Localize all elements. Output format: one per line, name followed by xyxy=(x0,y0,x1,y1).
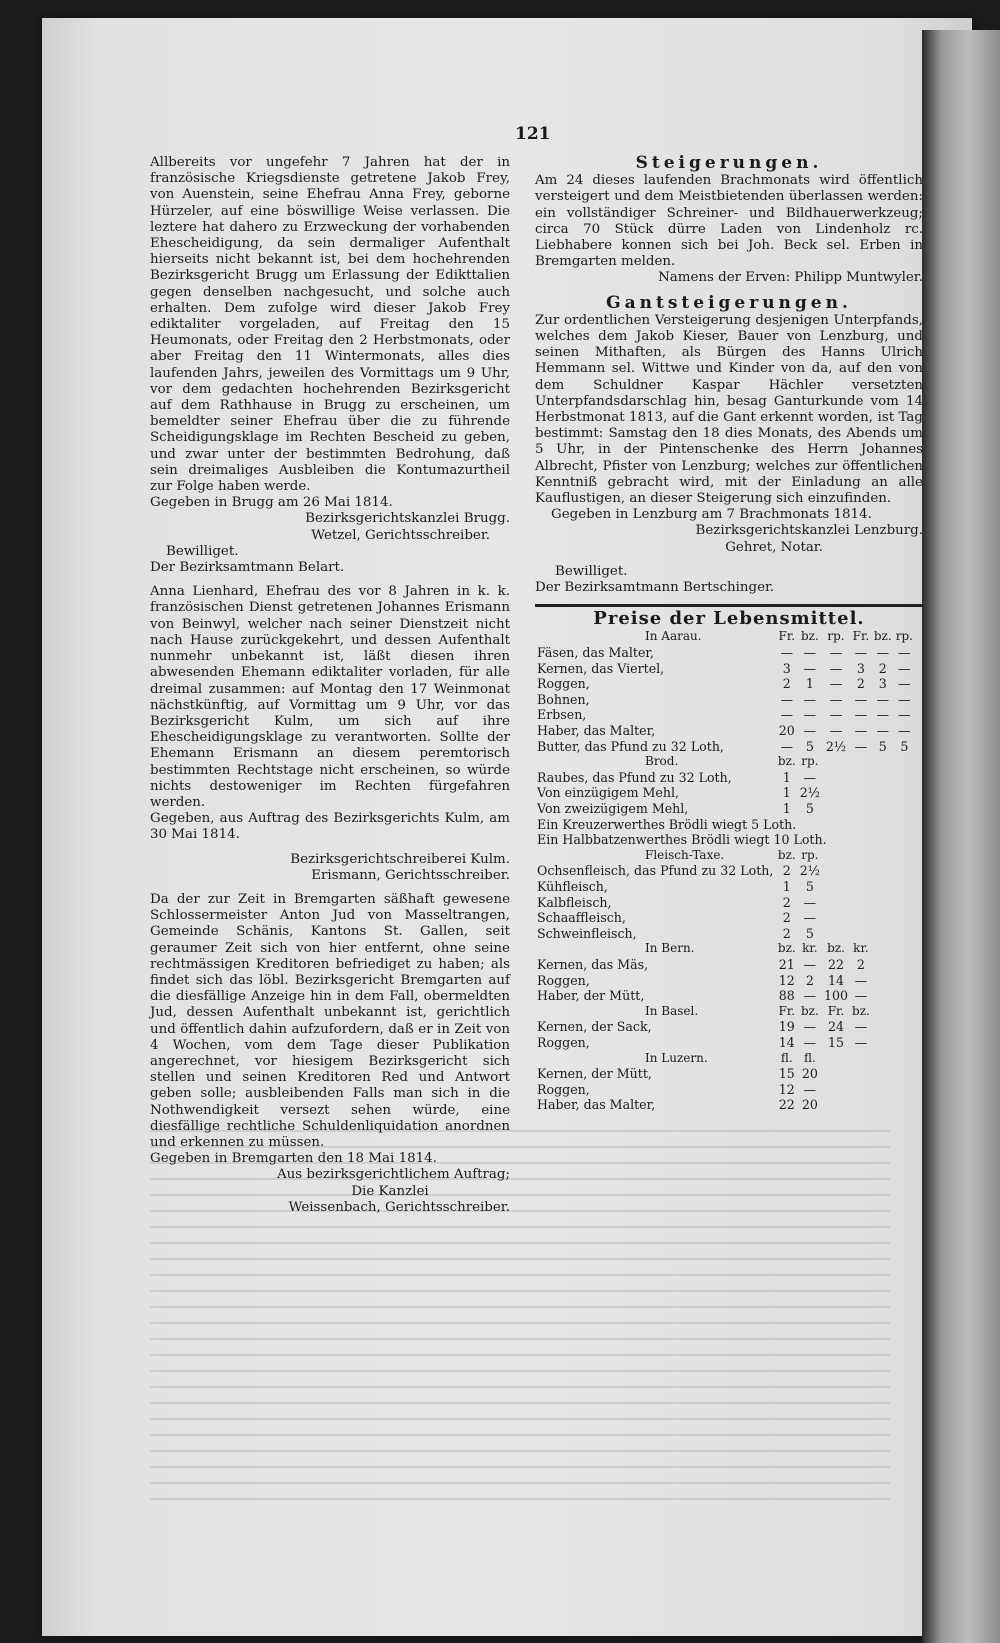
price-value: — xyxy=(803,1019,817,1035)
price-label: Roggen, xyxy=(537,1081,590,1097)
price-label: Fäsen, das Malter, xyxy=(537,645,655,661)
fleisch-row xyxy=(535,926,915,942)
price-label: Kühfleisch, xyxy=(537,878,608,894)
bern-row xyxy=(535,988,915,1004)
bern-row xyxy=(535,973,915,989)
price-value: 100 xyxy=(823,988,849,1004)
price-value: — xyxy=(854,988,868,1004)
notice-jud-date: Gegeben in Bremgarten den 18 Mai 1814. xyxy=(150,1151,437,1167)
price-value: 2 xyxy=(782,863,791,879)
page-fold xyxy=(922,30,1000,1643)
price-value: 15 xyxy=(778,1066,795,1082)
price-value: 5 xyxy=(805,925,814,941)
price-label: In Luzern. xyxy=(645,1050,708,1065)
price-value: 22 xyxy=(778,1097,795,1113)
price-value: — xyxy=(780,691,794,707)
price-label: Haber, der Mütt, xyxy=(537,988,645,1004)
price-value: — xyxy=(854,972,868,988)
price-label: Kernen, das Viertel, xyxy=(537,660,665,676)
gantsteigerungen-text: Zur ordentlichen Versteigerung desjenigen Unterpfands, welches dem Jakob Kieser, Bauer von Lenzburg, und seinen Mithaften, als Bürgen des Hanns Ulrich Hemmann sel. Wittwe und Kinder von da, auf den von dem Schuldner Kaspar Hächler versetzten Unterpfandsdarschlag hin, besag Ganturkunde vom 14 Herbstmonat 1813, auf die Gant erkennt worden, ist Tag bestimmt: Samstag den 18 dies Monats, des Abends um 5 Uhr, in der Pintenschenke des Herrn Johannes Albrecht, Pfister von Lenzburg; welches zur öffentlichen Kenntniß gebracht wird, mit der Einladung an alle Kauflustigen, an dieser Steigerung sich einzufinden. xyxy=(535,312,923,507)
aarau-row xyxy=(535,676,915,692)
price-value: — xyxy=(803,645,817,661)
price-label: Ochsenfleisch, das Pfund zu 32 Loth, xyxy=(537,863,774,879)
price-value: kr. xyxy=(853,941,869,956)
price-value: bz. xyxy=(852,1003,870,1018)
price-label: Haber, das Malter, xyxy=(537,1097,656,1113)
price-value: 2 xyxy=(878,660,887,676)
notice-jud-line1: Aus bezirksgerichtlichem Auftrag; xyxy=(277,1167,510,1183)
steigerungen-text: Am 24 dieses laufenden Brachmonats wird öffentlich versteigert und dem Meistbietenden überlassen werden: ein vollständiger Schreiner- und Bildhauerwerkzeug; circa 70 Stück dürre Laden von Lindenholz rc. Liebhabere konnen sich bei Joh. Beck sel. Erben in Bremgarten melden. xyxy=(535,173,923,270)
price-label: Erbsen, xyxy=(537,707,587,723)
price-value: — xyxy=(854,723,868,739)
price-value: — xyxy=(854,1019,868,1035)
price-label: Von einzügigem Mehl, xyxy=(537,785,680,801)
price-label: Kernen, der Mütt, xyxy=(537,1066,652,1082)
left-column xyxy=(150,155,510,1216)
price-label: In Aarau. xyxy=(645,629,702,644)
price-value: 2½ xyxy=(825,738,847,754)
price-value: 2 xyxy=(782,676,791,692)
fleisch-row xyxy=(535,863,915,879)
price-value: 5 xyxy=(805,878,814,894)
gantsteigerungen-signer: Gehret, Notar. xyxy=(725,539,823,555)
price-value: — xyxy=(803,1034,817,1050)
notice-lienhard-signer: Erismann, Gerichtsschreiber. xyxy=(311,867,510,883)
price-value: — xyxy=(803,691,817,707)
price-value: kr. xyxy=(802,941,818,956)
price-value: — xyxy=(803,894,817,910)
price-value: — xyxy=(829,676,843,692)
brod-row xyxy=(535,785,915,801)
price-value: — xyxy=(854,707,868,723)
price-value: 2 xyxy=(856,956,865,972)
gantsteigerungen-official: Der Bezirksamtmann Bertschinger. xyxy=(535,580,775,596)
price-value: bz. xyxy=(873,629,892,644)
price-value: bz. xyxy=(827,941,845,956)
price-value: 88 xyxy=(778,988,795,1004)
notice-frey-official: Der Bezirksamtmann Belart. xyxy=(150,560,345,576)
notice-lienhard-office: Bezirksgerichtschreiberei Kulm. xyxy=(290,851,510,867)
price-value: — xyxy=(803,723,817,739)
price-value: — xyxy=(854,645,868,661)
right-column xyxy=(535,155,923,1113)
price-value: — xyxy=(854,738,868,754)
gantsteigerungen-approved: Bewilliget. xyxy=(555,563,628,579)
price-value: — xyxy=(829,723,843,739)
notice-jud-signer: Weissenbach, Gerichtsschreiber. xyxy=(288,1199,510,1215)
price-value: fl. xyxy=(780,1050,793,1065)
aarau-row xyxy=(535,661,915,677)
price-value: 20 xyxy=(801,1066,818,1082)
price-value: Fr. xyxy=(778,629,796,644)
price-value: — xyxy=(780,645,794,661)
price-value: — xyxy=(829,660,843,676)
price-label: Roggen, xyxy=(537,972,590,988)
price-value: — xyxy=(898,723,911,739)
price-value: — xyxy=(803,988,817,1004)
brod-header xyxy=(535,754,915,770)
prices-title: Preise der Lebensmittel. xyxy=(593,608,865,630)
price-value: 14 xyxy=(778,1034,795,1050)
price-value: — xyxy=(780,707,794,723)
price-value: rp. xyxy=(801,754,819,769)
price-value: — xyxy=(898,691,911,707)
page-number: 121 xyxy=(515,124,551,144)
price-value: rp. xyxy=(827,629,845,644)
notice-frey-date: Gegeben in Brugg am 26 Mai 1814. xyxy=(150,495,393,511)
aarau-row xyxy=(535,692,915,708)
price-value: 21 xyxy=(778,956,795,972)
basel-header xyxy=(535,1004,915,1020)
price-value: — xyxy=(898,660,911,676)
price-value: 12 xyxy=(778,972,795,988)
notice-frey-approved: Bewilliget. xyxy=(166,543,239,559)
price-value: 24 xyxy=(827,1019,844,1035)
basel-row xyxy=(535,1019,915,1035)
price-value: — xyxy=(803,660,817,676)
luzern-row xyxy=(535,1097,915,1113)
bern-row xyxy=(535,957,915,973)
aarau-header xyxy=(535,629,915,645)
price-value: 2 xyxy=(782,925,791,941)
price-value: 5 xyxy=(805,801,814,817)
aarau-row xyxy=(535,645,915,661)
steigerungen-heading: Steigerungen. xyxy=(635,153,823,173)
price-value: — xyxy=(803,769,817,785)
price-value: — xyxy=(803,707,817,723)
price-value: — xyxy=(854,1034,868,1050)
price-value: 1 xyxy=(782,785,791,801)
price-value: rp. xyxy=(895,629,913,644)
price-label: Roggen, xyxy=(537,1034,590,1050)
price-value: 15 xyxy=(827,1034,844,1050)
price-value: — xyxy=(898,707,911,723)
notice-frey-text: Allbereits vor ungefehr 7 Jahren hat der in französische Kriegsdienste getretene Jakob Frey, von Auenstein, seine Ehefrau Anna Frey, geborne Hürzeler, auf eine böswillige Weise verlassen. Die leztere hat dahero zu Erzweckung der vorhabenden Ehescheidigung, da sein dermaliger Aufenthalt hierseits nicht bekannt ist, bei dem hochehrenden Bezirksgericht Brugg um Erlassung der Edikttalien gegen denselben nachgesucht, und solche auch erhalten. Dem zufolge wird dieser Jakob Frey ediktaliter vorgeladen, auf Freitag den 15 Heumonats, oder Freitag den 2 Herbstmonats, oder aber Freitag den 11 Wintermonats, alles dies laufenden Jahrs, jeweilen des Vormittags um 9 Uhr, vor dem gedachten hochehrenden Bezirksgericht auf dem Rathhause in Brugg zu erscheinen, um bemeldter seiner Ehefrau über die zu führende Scheidigungsklage im Rechten Bescheid zu geben, und zwar unter der bestimmten Bedrohung, daß sein dreimaliges Ausbleiben die Kontumazurtheil zur Folge haben werde. xyxy=(150,155,510,495)
price-value: — xyxy=(829,691,843,707)
price-value: — xyxy=(876,723,890,739)
price-value: 2 xyxy=(782,894,791,910)
notice-jud-text: Da der zur Zeit in Bremgarten säßhaft gewesene Schlossermeister Anton Jud von Masseltrangen, Gemeinde Schänis, Kantons St. Gallen, seit geraumer Zeit sich von hier entfernt, ohne seine rechtmässigen Kreditoren befriediget zu haben; als findet sich das löbl. Bezirksgericht Bremgarten auf die diesfällige Anzeige hin in dem Fall, obermeldten Jud, dessen Aufenthalt unbekannt ist, gerichtlich und öffentlich dahin aufzufordern, daß er in Zeit von 4 Wochen, vom dem Tage dieser Publikation angerechnet, vor hiesigem Bezirksgericht sich stellen und seinen Kreditoren Red und Antwort geben solle; ausbleibenden Falls man sich in die Nothwendigkeit versezt sehen würde, eine diesfällige rechtliche Schuldenliquidation anordnen und erkennen zu müssen. xyxy=(150,891,510,1150)
notice-jud-line2: Die Kanzlei xyxy=(351,1183,429,1199)
price-value: 14 xyxy=(827,972,844,988)
price-note: Ein Kreuzerwerthes Brödli wiegt 5 Loth. xyxy=(537,816,797,832)
price-value: 1 xyxy=(782,878,791,894)
price-label: Roggen, xyxy=(537,676,590,692)
bern-header xyxy=(535,941,915,957)
price-value: — xyxy=(876,645,890,661)
price-value: 5 xyxy=(900,738,909,754)
price-value: — xyxy=(876,707,890,723)
fleisch-row xyxy=(535,895,915,911)
price-value: — xyxy=(829,645,843,661)
price-value: Fr. xyxy=(852,629,870,644)
price-label: Brod. xyxy=(645,754,679,769)
price-value: — xyxy=(803,910,817,926)
basel-row xyxy=(535,1035,915,1051)
price-value: fl. xyxy=(803,1050,816,1065)
luzern-row xyxy=(535,1082,915,1098)
price-value: 3 xyxy=(856,660,865,676)
price-value: 20 xyxy=(778,723,795,739)
price-label: Von zweizügigem Mehl, xyxy=(537,801,689,817)
price-value: 3 xyxy=(878,676,887,692)
price-value: — xyxy=(876,691,890,707)
fleisch-row xyxy=(535,910,915,926)
brod-row xyxy=(535,801,915,817)
price-value: 5 xyxy=(878,738,887,754)
price-label: Schaaffleisch, xyxy=(537,910,626,926)
gantsteigerungen-heading: Gantsteigerungen. xyxy=(606,292,852,313)
price-label: Fleisch-Taxe. xyxy=(645,847,725,862)
price-value: 12 xyxy=(778,1081,795,1097)
price-value: bz. xyxy=(800,1003,819,1018)
price-value: rp. xyxy=(801,847,819,862)
price-note: Ein Halbbatzenwerthes Brödli wiegt 10 Loth. xyxy=(537,832,827,848)
luzern-header xyxy=(535,1051,915,1067)
luzern-row xyxy=(535,1066,915,1082)
price-value: 1 xyxy=(782,769,791,785)
price-value: 20 xyxy=(801,1097,818,1113)
fleisch-header xyxy=(535,848,915,864)
price-label: Raubes, das Pfund zu 32 Loth, xyxy=(537,769,732,785)
price-value: 19 xyxy=(778,1019,795,1035)
price-value: 2 xyxy=(805,972,814,988)
aarau-row xyxy=(535,707,915,723)
aarau-row xyxy=(535,739,915,755)
price-value: — xyxy=(803,1081,817,1097)
price-value: 2 xyxy=(856,676,865,692)
price-value: — xyxy=(898,645,911,661)
price-label: Schweinfleisch, xyxy=(537,925,637,941)
price-value: — xyxy=(803,956,817,972)
price-value: Fr. xyxy=(778,1003,796,1018)
price-label: Haber, das Malter, xyxy=(537,723,656,739)
steigerungen-signer: Namens der Erven: Philipp Muntwyler. xyxy=(658,270,923,286)
notice-frey-signer: Wetzel, Gerichtsschreiber. xyxy=(311,527,490,543)
prices-table xyxy=(535,629,915,1112)
price-value: bz. xyxy=(777,941,796,956)
notice-lienhard-text: Anna Lienhard, Ehefrau des vor 8 Jahren in k. k. französischen Dienst getretenen Johannes Erismann von Beinwyl, welcher nach seiner Dienstzeit nicht nach Hause zurückgekehrt, und dessen Aufenthalt nunmehr unbekannt ist, läßt diesen ihren abwesenden Ehemann ediktaliter vorladen, für alle dreimal zusammen: auf Montag den 17 Weinmonat nächstkünftig, auf Vormittag um 9 Uhr, vor das Bezirksgericht Kulm, um sich auf ihre Ehescheidigungsklage zu verantworten. Sollte der Ehemann Erismann an diesem peremtorisch bestimmten Rechtstage nicht erscheinen, so würde nichts destoweniger im Rechten fürgefahren werden. xyxy=(150,584,510,810)
price-label: Kalbfleisch, xyxy=(537,894,612,910)
price-value: 3 xyxy=(782,660,791,676)
brod-note xyxy=(535,817,915,833)
brod-note xyxy=(535,832,915,848)
gantsteigerungen-date: Gegeben in Lenzburg am 7 Brachmonats 1814. xyxy=(551,507,872,523)
section-rule xyxy=(535,604,923,607)
price-value: 22 xyxy=(827,956,844,972)
aarau-row xyxy=(535,723,915,739)
price-value: 5 xyxy=(805,738,814,754)
price-value: bz. xyxy=(777,847,796,862)
price-label: In Basel. xyxy=(645,1003,699,1018)
brod-row xyxy=(535,770,915,786)
price-value: 2½ xyxy=(799,785,820,801)
price-value: — xyxy=(898,676,911,692)
price-value: — xyxy=(829,707,843,723)
price-label: Bohnen, xyxy=(537,691,590,707)
price-value: — xyxy=(780,738,794,754)
gantsteigerungen-office: Bezirksgerichtskanzlei Lenzburg. xyxy=(695,523,923,539)
price-value: bz. xyxy=(800,629,819,644)
price-value: Fr. xyxy=(827,1003,845,1018)
price-label: Kernen, der Sack, xyxy=(537,1019,652,1035)
price-value: — xyxy=(854,691,868,707)
price-label: Kernen, das Mäs, xyxy=(537,956,649,972)
price-value: 1 xyxy=(782,801,791,817)
price-label: In Bern. xyxy=(645,941,695,956)
notice-lienhard-date: Gegeben, aus Auftrag des Bezirksgerichts Kulm, am 30 Mai 1814. xyxy=(150,811,510,843)
notice-frey-office: Bezirksgerichtskanzlei Brugg. xyxy=(305,511,510,527)
price-value: 2½ xyxy=(799,863,820,879)
price-value: bz. xyxy=(777,754,796,769)
price-value: 2 xyxy=(782,910,791,926)
price-label: Butter, das Pfund zu 32 Loth, xyxy=(537,738,724,754)
price-value: 1 xyxy=(805,676,814,692)
fleisch-row xyxy=(535,879,915,895)
